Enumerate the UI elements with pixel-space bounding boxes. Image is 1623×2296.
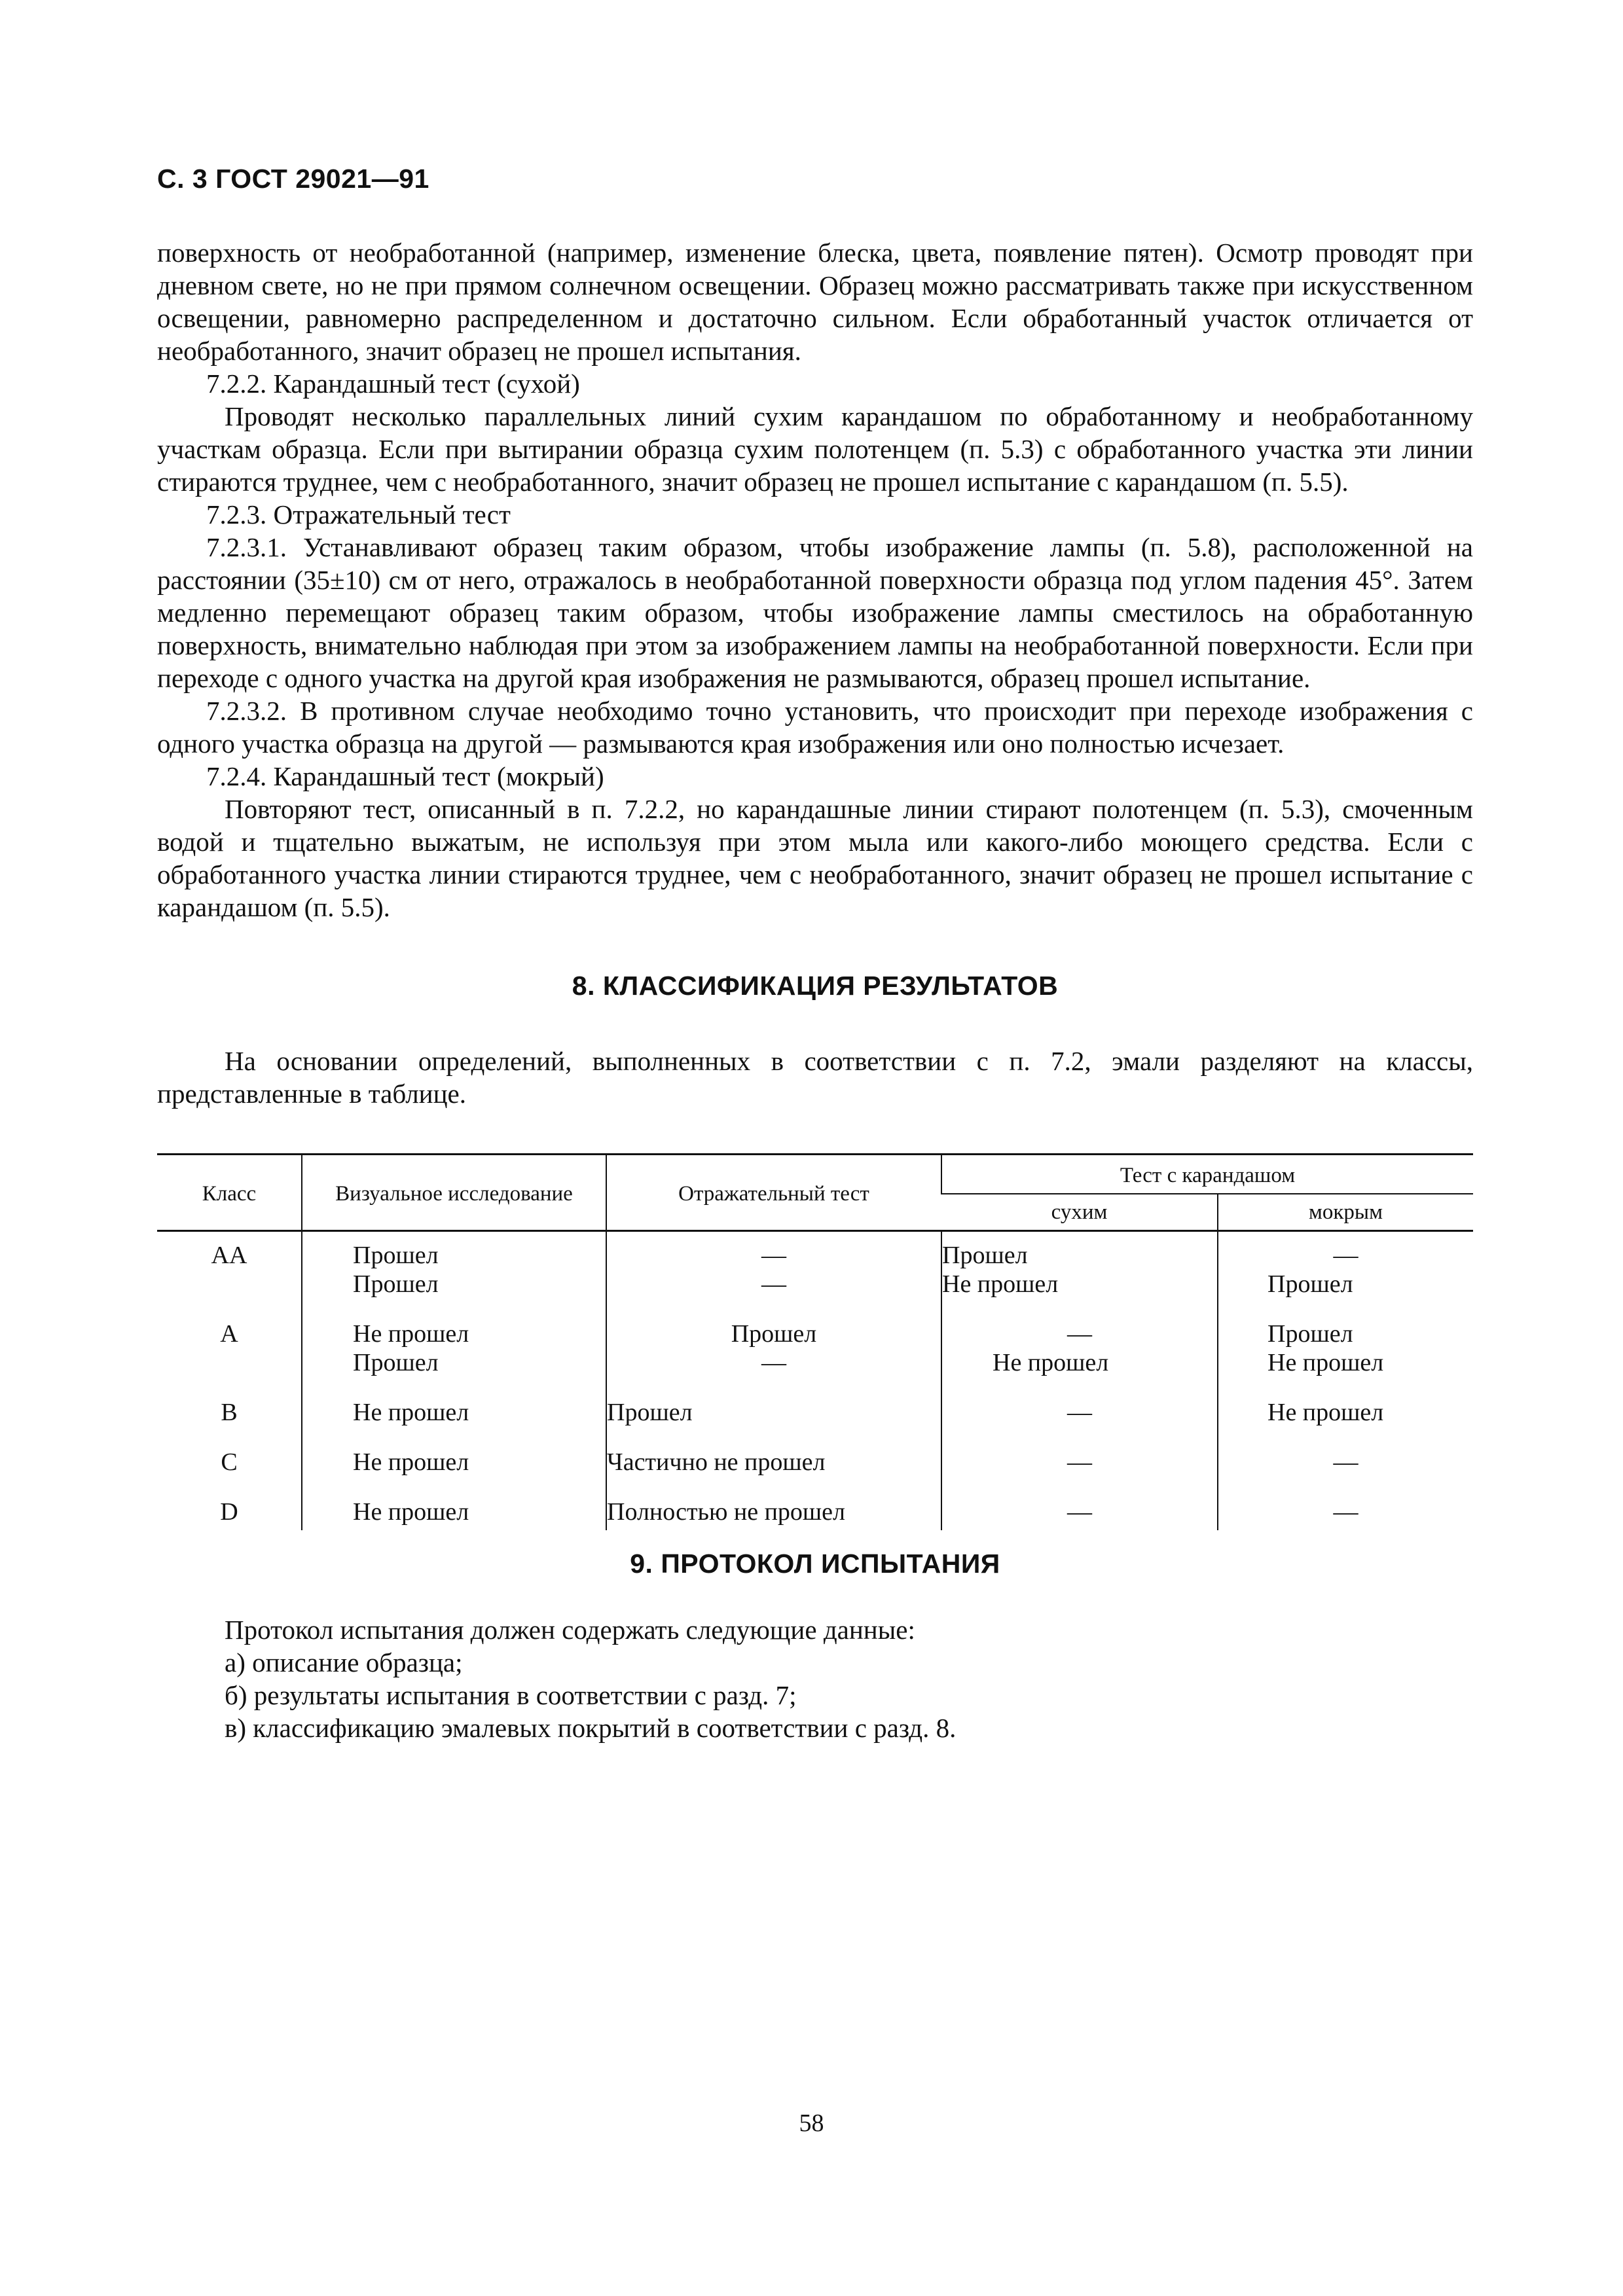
document-page [157,164,1473,1744]
section-9-title: 9. ПРОТОКОЛ ИСПЫТАНИЯ [630,1549,1000,1579]
cell-dry [941,1393,1218,1443]
section-7-continuation [157,236,1473,924]
cell-line: — [761,1242,786,1269]
cell-line: — [761,1270,786,1298]
header-visual: Визуальное исследование [302,1155,606,1231]
cell-line: Не прошел [942,1270,1059,1298]
cell-line: Прошел [1267,1320,1353,1348]
cell-visual [302,1393,606,1443]
cell-line: Прошел [353,1270,439,1298]
cell-visual [302,1231,606,1315]
cell-class: В [221,1399,238,1426]
protocol-intro: Протокол испытания должен содержать следующие данные: [225,1615,915,1645]
cell-wet [1218,1443,1473,1492]
cell-line: — [1067,1320,1092,1348]
page-number: 58 [799,2109,824,2137]
cell-line: Полностью не прошел [607,1498,846,1526]
cell-line: Прошел [353,1242,439,1269]
cell-line: — [1333,1242,1359,1269]
cell-dry [941,1314,1218,1393]
cell-line: Прошел [607,1399,693,1426]
paragraph-pencil-wet: Повторяют тест, описанный в п. 7.2.2, но карандашные линии стирают полотенцем (п. 5.3), смоченным водой и тщательно выжатым, не используя при этом мыла или какого-либо моющего средства. Если с обработанного участка линии стираются труднее, чем с необработанного, значит образец не прошел испытание с карандашом (п. 5.5). [157,794,1473,922]
section-8-title: 8. КЛАССИФИКАЦИЯ РЕЗУЛЬТАТОВ [572,971,1059,1001]
cell-line: Частично не прошел [607,1448,826,1476]
page-header: С. 3 ГОСТ 29021—91 [157,164,429,194]
protocol-list [157,1613,1473,1744]
clause-7-2-3-2: 7.2.3.2. В противном случае необходимо точно установить, что происходит при переходе изображения с одного участка образца на другой — размываются края изображения или оно полностью исчезает. [157,696,1473,759]
cell-class: С [221,1448,238,1476]
cell-visual [302,1492,606,1530]
cell-wet [1218,1393,1473,1443]
cell-line: — [761,1349,786,1376]
cell-reflective [606,1492,941,1530]
cell-class: D [220,1498,238,1526]
cell-wet [1218,1492,1473,1530]
header-pencil-group: Тест с карандашом [941,1155,1473,1194]
header-wet: мокрым [1218,1194,1473,1231]
cell-wet [1218,1231,1473,1315]
cell-line: Прошел [731,1320,817,1348]
cell-line: — [1333,1448,1359,1476]
cell-dry [941,1492,1218,1530]
cell-line: Не прошел [353,1399,469,1426]
cell-visual [302,1443,606,1492]
clause-7-2-3-heading: 7.2.3. Отражательный тест [206,499,511,529]
header-reflective: Отражательный тест [606,1155,941,1231]
cell-line: Прошел [1267,1270,1353,1298]
cell-class: А [220,1320,238,1348]
cell-line: — [1067,1448,1092,1476]
cell-dry [941,1231,1218,1315]
cell-line: — [1333,1498,1359,1526]
cell-reflective [606,1443,941,1492]
cell-class: АА [211,1242,247,1269]
classification-table [157,1153,1473,1530]
cell-line: Не прошел [353,1498,469,1526]
table-row [157,1314,1473,1393]
cell-visual [302,1314,606,1393]
cell-wet [1218,1314,1473,1393]
cell-dry [941,1443,1218,1492]
paragraph-visual-inspection: поверхность от необработанной (например, изменение блеска, цвета, появление пятен). Осмотр проводят при дневном свете, но не при прямом солнечном освещении. Образец можно рассматривать также при искусственном освещении, равномерно распределенном и достаточно сильном. Если обработанный участок отличается от необработанного, значит образец не прошел испытания. [157,238,1473,366]
list-item: в) классификацию эмалевых покрытий в соответствии с разд. 8. [225,1713,957,1743]
clause-7-2-3-1: 7.2.3.1. Устанавливают образец таким образом, чтобы изображение лампы (п. 5.8), расположенной на расстоянии (35±10) см от него, отражалось в необработанной поверхности образца под углом падения 45°. Затем медленно перемещают образец таким образом, чтобы изображение лампы сместилось на обработанную поверхность, внимательно наблюдая при этом за изображением лампы на необработанной поверхности. Если при переходе с одного участка на другой края изображения не размываются, образец прошел испытание. [157,532,1473,693]
cell-reflective [606,1393,941,1443]
cell-line: — [1067,1498,1092,1526]
cell-line: Не прошел [1267,1399,1384,1426]
cell-reflective [606,1314,941,1393]
cell-line: Не прошел [993,1349,1109,1376]
cell-line: Прошел [353,1349,439,1376]
cell-line: Не прошел [1267,1349,1384,1376]
clause-7-2-4-heading: 7.2.4. Карандашный тест (мокрый) [206,761,604,791]
table-row [157,1492,1473,1530]
paragraph-pencil-dry: Проводят несколько параллельных линий сухим карандашом по обработанному и необработанному участкам образца. Если при вытирании образца сухим полотенцем (п. 5.3) с обработанного участка эти линии стираются труднее, чем с необработанного, значит образец не прошел испытание с карандашом (п. 5.5). [157,401,1473,497]
section-8-intro: На основании определений, выполненных в соответствии с п. 7.2, эмали разделяют на классы, представленные в таблице. [157,1046,1473,1109]
header-class: Класс [157,1155,302,1231]
list-item: б) результаты испытания в соответствии с разд. 7; [225,1680,797,1710]
cell-reflective [606,1231,941,1315]
list-item: а) описание образца; [225,1647,463,1677]
header-dry: сухим [941,1194,1218,1231]
cell-line: Прошел [942,1242,1028,1269]
table-row [157,1231,1473,1315]
table-row [157,1393,1473,1443]
cell-line: Не прошел [353,1448,469,1476]
clause-7-2-2-heading: 7.2.2. Карандашный тест (сухой) [206,368,580,399]
cell-line: Не прошел [353,1320,469,1348]
cell-line: — [1067,1399,1092,1426]
table-row [157,1443,1473,1492]
